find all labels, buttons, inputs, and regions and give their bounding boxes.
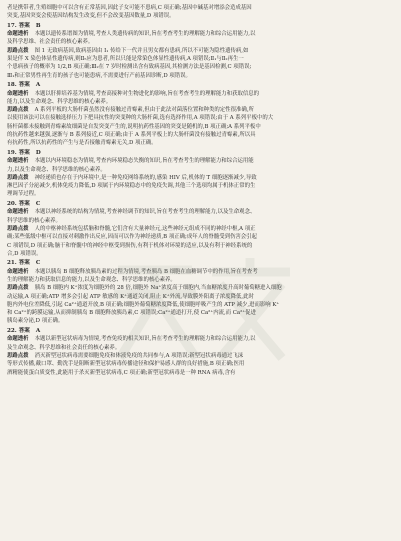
answer-label: 答案: [18, 22, 30, 29]
text-line: [7, 63, 391, 71]
question-19: [7, 149, 391, 199]
answer-value: A: [35, 81, 41, 88]
question-number: 20.: [7, 200, 17, 207]
part-label: 思路点拨: [7, 225, 29, 232]
solution-paragraph: [7, 225, 391, 258]
line-text: C 项错误,D 项正确;脑干和脊髓中的神经中枢受到损伤,有利于机体对环境的适应,以及有利于神经系统的: [7, 242, 253, 249]
solution-paragraph: [7, 106, 391, 147]
answer-label: 答案: [18, 327, 30, 334]
line-text: 能力,以及生命观念、科学思维的核心素养。: [7, 98, 112, 105]
text-line: [7, 190, 391, 198]
text-line: [7, 309, 391, 317]
text-line: [7, 335, 391, 343]
line-text: 图 1 无致病基因,致病基因由 I₁ 传给下一代并且男女都有患病,所以不可能为隐性遗传病,如: [34, 47, 249, 54]
line-text: 果是伴 X 染色体显性遗传病,则Ⅱ₅应为患者,所以只能是常染色体显性遗传病,A 项错误;Ⅱ₁与Ⅱ₂再生一: [7, 56, 244, 63]
question-number: 17.: [7, 22, 17, 29]
line-text: 肠杆菌都未接触到青霉素故细菌是自发突变产生的,说明抗药性基因的突变是随机的,B 项正确;A 系列平板中: [7, 123, 261, 130]
part-label: 命题透析: [7, 158, 29, 165]
question-number: 18.: [7, 81, 17, 88]
text-line: [7, 352, 391, 360]
line-text: 胰岛素分泌,D 项正确。: [7, 318, 64, 325]
text-line: [7, 182, 391, 190]
question-18: [7, 81, 391, 148]
question-header: [7, 327, 391, 336]
text-line: [7, 174, 391, 182]
question-header: [7, 200, 391, 209]
question-header: [7, 81, 391, 90]
text-line: [7, 98, 391, 106]
line-text: 科学思维的核心素养。: [7, 217, 61, 224]
analysis-paragraph: [7, 208, 391, 225]
text-line: 突变,基因突变会使基因结构发生改变,但不会改变基因数量,D 项错误。: [7, 13, 175, 20]
line-text: 确;某些低级中枢可以直接对刺激作出反应,因而可以作为神经递质,B 项正确;成年人的脊髓受到伤害会引起: [7, 234, 257, 241]
text-line: [7, 276, 391, 284]
text-line: [7, 344, 391, 352]
line-text: 本题以遗传系谱图为情境,考查人类遗传病的知识,旨在考查考生的理解能力和综合运用能力,以: [34, 31, 256, 38]
text-line: [7, 242, 391, 250]
answer-label: 答案: [18, 81, 30, 88]
question-header: [7, 259, 391, 268]
text-line: [7, 30, 391, 38]
text-line: [7, 317, 391, 325]
text-line: [7, 157, 391, 165]
question-17: [7, 22, 391, 80]
answer-explanation-page: [7, 4, 391, 377]
question-number: 21.: [7, 260, 17, 267]
text-line: [7, 90, 391, 98]
analysis-paragraph: [7, 268, 391, 285]
text-line: [7, 217, 391, 225]
question-number: 19.: [7, 149, 17, 156]
text-line: 者是携带者,生殖细胞中可以含有正常基因,因此子女可能不患病,C 项正确;基因中碱基对增添会造成基因: [7, 5, 252, 11]
text-line: [7, 131, 391, 139]
question-list: [7, 22, 391, 377]
line-text: 生的理解能力和获取信息的能力,以及生命观念、科学思维的核心素养。: [7, 276, 176, 283]
line-text: 本题以新型冠状病毒为情境,考查免疫的相关知识,旨在考查考生的理解能力和综合运用能力,以: [34, 336, 256, 343]
line-text: 本题以内环境稳态为情境,考查内环境稳态失衡的知识,旨在考查考生的理解能力和综合运用能: [34, 158, 254, 165]
line-text: 淋巴因子分泌减少,机体免疫力降低,D 项属于内环境稳态中的免疫失调,其他三个选项均属于机体正常的生: [7, 183, 256, 190]
line-text: 本题以肝抑培养基为情境,考查高接种对生物进化的影响,旨在考查考生的理解能力和获取信息的: [34, 90, 260, 97]
answer-value: D: [35, 149, 41, 156]
text-line: [7, 208, 391, 216]
solution-paragraph: [7, 352, 391, 377]
question-21: [7, 259, 391, 326]
part-label: 思路点拨: [7, 352, 29, 359]
answer-value: A: [35, 327, 41, 334]
answer-value: C: [35, 260, 41, 267]
answer-value: C: [35, 200, 41, 207]
text-line: [7, 360, 391, 368]
answer-label: 答案: [18, 260, 30, 267]
text-line: [7, 139, 391, 147]
line-text: 胰岛 B 细胞内 K⁺浓度为细胞外的 28 倍,细胞外 Na⁺浓度高于细胞内,当血糖浓度升高时葡萄糖进入细胞: [34, 285, 282, 292]
line-text: 人的中枢神经系统包括脑和脊髓,它们含有大量神经元,这些神经元组成不同的神经中枢,A 项正: [34, 225, 256, 232]
question-22: [7, 327, 391, 377]
answer-label: 答案: [18, 149, 30, 156]
part-label: 命题透析: [7, 209, 29, 216]
answer-label: 答案: [18, 200, 30, 207]
question-header: [7, 22, 391, 31]
solution-paragraph: [7, 47, 391, 80]
text-line: [7, 106, 391, 114]
question-header: [7, 149, 391, 158]
line-text: 本题以神经系统的结构为情境,考查神经调节的知识,旨在考查考生的理解能力,以及生命观念、: [34, 209, 256, 216]
text-line: [7, 268, 391, 276]
line-text: 动运输,A 项正确;ATP 增多会引起 ATP 敏感的 K⁺通道关闭,阻止 K⁺外流,导致膜外阳离子浓度降低,此时: [7, 293, 254, 300]
text-line: [7, 369, 391, 377]
line-text: 力,以及生命观念、科学思维的核心素养。: [7, 166, 106, 173]
line-text: 胞内外电位差降低,引起 Ca²⁺通道开放,B 项正确;细胞外葡萄糖浓度降低,使细胞呼吸产生的 ATP 减少,进而影响 K⁺: [7, 301, 280, 308]
text-line: [7, 114, 391, 122]
part-label: 命题透析: [7, 90, 29, 97]
part-label: 思路点拨: [7, 107, 29, 114]
analysis-paragraph: [7, 30, 391, 47]
line-text: Ⅲ₁和正常男性再生育的孩子也可能患病,不需要进行产前基因诊断,D 项错误。: [7, 72, 191, 79]
solution-paragraph: [7, 174, 391, 199]
line-text: 及科学思维、社会责任的核心素养。: [7, 39, 94, 46]
text-line: [7, 47, 391, 55]
part-label: 命题透析: [7, 336, 29, 343]
part-label: 思路点拨: [7, 47, 29, 54]
line-text: 酒精能使蛋白质变性,此能用于杀灭新型冠状病毒,C 项正确;新型冠状病毒是一种 RNA 病毒,含有: [7, 369, 236, 376]
line-text: 以使用该法可以在接触选择压力下把具抗性的突变种的大肠杆菌,选有选择作用,A 项错误;由于 A 系列平板中的大: [7, 115, 274, 122]
text-line: [7, 225, 391, 233]
part-label: 命题透析: [7, 268, 29, 275]
solution-paragraph: [7, 284, 391, 325]
question-number: 22.: [7, 327, 17, 334]
line-text: 神经递质也存在于内环境中,是一种免疫网络系统的,感染 HIV 后,机体的 T 细胞逐渐减少,导致: [34, 174, 257, 181]
analysis-paragraph: [7, 90, 391, 107]
part-label: 命题透析: [7, 31, 29, 38]
text-line: [7, 72, 391, 80]
text-line: [7, 123, 391, 131]
text-line: [7, 38, 391, 46]
line-text: A 系列平板的大肠杆菌虽然没有接触过青霉素,但由于此法对菌落位置和种类的定性很准确,所: [34, 107, 254, 114]
line-text: 个患病孩子的概率为 1/2,B 项正确;Ⅲ₂在 7 岁时检测出含有致病基因,其检测方法是基因检测,C 项错误;: [7, 64, 252, 71]
line-text: 消灭新型冠状病毒需要细胞免疫和体液免疫的共同参与,A 项错误;新型冠状病毒通过飞沫: [34, 352, 244, 359]
line-text: 及生命观念、科学思维和社会责任的核心素养。: [7, 344, 121, 351]
answer-value: B: [35, 22, 41, 29]
line-text: 等形式传播,戴口罩、勤洗手是阻断新型冠状病毒传播途径和保护易感人群的良好措施,B 项正确;医用: [7, 361, 245, 368]
lead-paragraph: [7, 4, 391, 21]
line-text: 理调节过程。: [7, 191, 40, 198]
text-line: [7, 284, 391, 292]
line-text: 本题以胰岛 B 细胞释放胰岛素的过程为情境,考查胰岛 B 细胞在血糖调节中的作用,旨在考查考: [34, 268, 258, 275]
question-20: [7, 200, 391, 258]
text-line: [7, 293, 391, 301]
text-line: [7, 250, 391, 258]
analysis-paragraph: [7, 157, 391, 174]
analysis-paragraph: [7, 335, 391, 352]
line-text: 合,D 项错误。: [7, 250, 42, 257]
text-line: [7, 301, 391, 309]
line-text: 的抗药性越来越强,逐渐与 B 系列接近,C 项正确;由于 A 系列平板上的大肠杆菌没有接触过青霉素,所以具: [7, 132, 256, 139]
text-line: [7, 55, 391, 63]
part-label: 思路点拨: [7, 285, 29, 292]
part-label: 思路点拨: [7, 174, 29, 181]
line-text: 有抗药性,所以抗药性的产生与是否接触青霉素无关,D 项正确。: [7, 140, 157, 147]
line-text: 和 Ca²⁺的跨膜运输,从而抑制胰岛 B 细胞释放胰岛素,C 项错误;Ca²⁺通道打开,使 Ca²⁺内流,而 Ca²⁺促进: [7, 310, 256, 317]
text-line: [7, 233, 391, 241]
text-line: [7, 166, 391, 174]
